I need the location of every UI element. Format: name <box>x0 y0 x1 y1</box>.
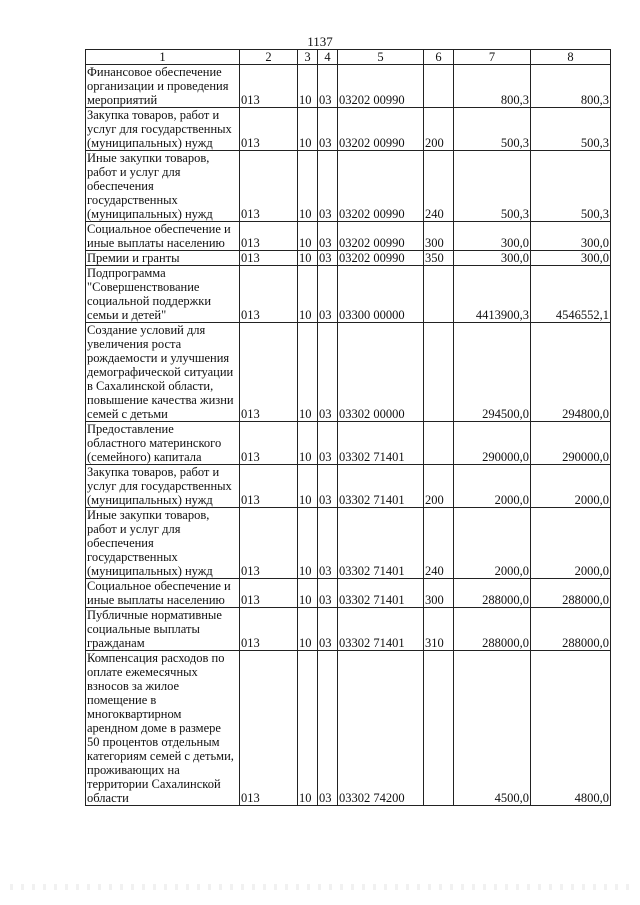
header-cell: 8 <box>531 50 611 65</box>
cell-c8: 300,0 <box>531 222 611 251</box>
cell-c4: 03 <box>318 222 338 251</box>
cell-c6: 300 <box>424 579 454 608</box>
cell-c8: 288000,0 <box>531 608 611 651</box>
cell-c7: 290000,0 <box>454 422 531 465</box>
row-label: Закупка товаров, работ и услуг для государственных (муниципальных) нужд <box>86 108 240 151</box>
header-cell: 2 <box>240 50 298 65</box>
cell-c5: 03302 00000 <box>338 323 424 422</box>
cell-c5: 03202 00990 <box>338 65 424 108</box>
cell-c4: 03 <box>318 422 338 465</box>
row-label: Создание условий для увеличения роста рождаемости и улучшения демографической ситуации в Сахалинской области, повышение качества жизни семей с детьми <box>86 323 240 422</box>
cell-c6 <box>424 651 454 806</box>
cell-c8: 300,0 <box>531 251 611 266</box>
cell-c5: 03302 74200 <box>338 651 424 806</box>
table-row <box>86 251 611 266</box>
cell-c2: 013 <box>240 579 298 608</box>
cell-c7: 500,3 <box>454 108 531 151</box>
cell-c4: 03 <box>318 151 338 222</box>
cell-c4: 03 <box>318 608 338 651</box>
cell-c7: 294500,0 <box>454 323 531 422</box>
cell-c7: 300,0 <box>454 222 531 251</box>
cell-c6: 240 <box>424 508 454 579</box>
cell-c2: 013 <box>240 465 298 508</box>
table-row <box>86 422 611 465</box>
cell-c3: 10 <box>298 608 318 651</box>
cell-c8: 800,3 <box>531 65 611 108</box>
cell-c2: 013 <box>240 222 298 251</box>
table-row <box>86 108 611 151</box>
cell-c3: 10 <box>298 465 318 508</box>
cell-c4: 03 <box>318 465 338 508</box>
cell-c2: 013 <box>240 151 298 222</box>
cell-c4: 03 <box>318 323 338 422</box>
cell-c3: 10 <box>298 266 318 323</box>
cell-c4: 03 <box>318 266 338 323</box>
cell-c5: 03302 71401 <box>338 422 424 465</box>
cell-c2: 013 <box>240 251 298 266</box>
header-row <box>86 50 611 65</box>
cell-c8: 4800,0 <box>531 651 611 806</box>
row-label: Социальное обеспечение и иные выплаты населению <box>86 579 240 608</box>
table-row <box>86 579 611 608</box>
cell-c6 <box>424 266 454 323</box>
cell-c5: 03302 71401 <box>338 608 424 651</box>
row-label: Иные закупки товаров, работ и услуг для обеспечения государственных (муниципальных) нужд <box>86 151 240 222</box>
cell-c3: 10 <box>298 508 318 579</box>
cell-c3: 10 <box>298 579 318 608</box>
table-row <box>86 651 611 806</box>
cell-c6 <box>424 65 454 108</box>
row-label: Финансовое обеспечение организации и проведения мероприятий <box>86 65 240 108</box>
table-row <box>86 266 611 323</box>
cell-c8: 500,3 <box>531 151 611 222</box>
header-cell: 7 <box>454 50 531 65</box>
cell-c8: 2000,0 <box>531 508 611 579</box>
cell-c7: 288000,0 <box>454 579 531 608</box>
cell-c4: 03 <box>318 579 338 608</box>
row-label: Премии и гранты <box>86 251 240 266</box>
row-label: Подпрограмма "Совершенствование социальной поддержки семьи и детей" <box>86 266 240 323</box>
header-cell: 1 <box>86 50 240 65</box>
cell-c3: 10 <box>298 422 318 465</box>
table-row <box>86 65 611 108</box>
cell-c5: 03302 71401 <box>338 465 424 508</box>
cell-c6: 200 <box>424 465 454 508</box>
page-number: 1137 <box>307 34 333 49</box>
table-row <box>86 508 611 579</box>
cell-c3: 10 <box>298 65 318 108</box>
table-row <box>86 151 611 222</box>
cell-c4: 03 <box>318 108 338 151</box>
cell-c6: 350 <box>424 251 454 266</box>
cell-c5: 03202 00990 <box>338 108 424 151</box>
cell-c6: 240 <box>424 151 454 222</box>
cell-c8: 2000,0 <box>531 465 611 508</box>
cell-c4: 03 <box>318 251 338 266</box>
budget-table <box>85 49 611 806</box>
header-cell: 3 <box>298 50 318 65</box>
scan-noise <box>10 884 630 890</box>
cell-c2: 013 <box>240 108 298 151</box>
cell-c5: 03302 71401 <box>338 579 424 608</box>
row-label: Закупка товаров, работ и услуг для государственных (муниципальных) нужд <box>86 465 240 508</box>
table-row <box>86 608 611 651</box>
cell-c7: 4413900,3 <box>454 266 531 323</box>
row-label: Социальное обеспечение и иные выплаты населению <box>86 222 240 251</box>
cell-c7: 300,0 <box>454 251 531 266</box>
table-row <box>86 465 611 508</box>
cell-c4: 03 <box>318 65 338 108</box>
cell-c7: 4500,0 <box>454 651 531 806</box>
cell-c2: 013 <box>240 608 298 651</box>
cell-c4: 03 <box>318 651 338 806</box>
cell-c7: 800,3 <box>454 65 531 108</box>
table-row <box>86 222 611 251</box>
cell-c7: 500,3 <box>454 151 531 222</box>
row-label: Компенсация расходов по оплате ежемесячных взносов за жилое помещение в многоквартирном арендном доме в размере 50 процентов отдельным категориям семей с детьми, проживающих на территории Сахалинской области <box>86 651 240 806</box>
cell-c6: 310 <box>424 608 454 651</box>
header-cell: 5 <box>338 50 424 65</box>
cell-c3: 10 <box>298 108 318 151</box>
cell-c2: 013 <box>240 65 298 108</box>
row-label: Предоставление областного материнского (семейного) капитала <box>86 422 240 465</box>
cell-c6: 200 <box>424 108 454 151</box>
cell-c2: 013 <box>240 508 298 579</box>
cell-c8: 288000,0 <box>531 579 611 608</box>
cell-c5: 03202 00990 <box>338 222 424 251</box>
header-cell: 4 <box>318 50 338 65</box>
row-label: Публичные нормативные социальные выплаты гражданам <box>86 608 240 651</box>
cell-c5: 03202 00990 <box>338 251 424 266</box>
row-label: Иные закупки товаров, работ и услуг для обеспечения государственных (муниципальных) нужд <box>86 508 240 579</box>
cell-c7: 2000,0 <box>454 508 531 579</box>
table-row <box>86 323 611 422</box>
cell-c6 <box>424 422 454 465</box>
cell-c8: 294800,0 <box>531 323 611 422</box>
cell-c5: 03302 71401 <box>338 508 424 579</box>
cell-c2: 013 <box>240 422 298 465</box>
cell-c4: 03 <box>318 508 338 579</box>
cell-c5: 03202 00990 <box>338 151 424 222</box>
cell-c3: 10 <box>298 151 318 222</box>
cell-c5: 03300 00000 <box>338 266 424 323</box>
cell-c3: 10 <box>298 323 318 422</box>
cell-c8: 500,3 <box>531 108 611 151</box>
cell-c2: 013 <box>240 266 298 323</box>
cell-c3: 10 <box>298 251 318 266</box>
cell-c8: 4546552,1 <box>531 266 611 323</box>
cell-c2: 013 <box>240 323 298 422</box>
cell-c2: 013 <box>240 651 298 806</box>
cell-c3: 10 <box>298 222 318 251</box>
cell-c7: 2000,0 <box>454 465 531 508</box>
cell-c8: 290000,0 <box>531 422 611 465</box>
cell-c7: 288000,0 <box>454 608 531 651</box>
cell-c3: 10 <box>298 651 318 806</box>
header-cell: 6 <box>424 50 454 65</box>
cell-c6 <box>424 323 454 422</box>
cell-c6: 300 <box>424 222 454 251</box>
